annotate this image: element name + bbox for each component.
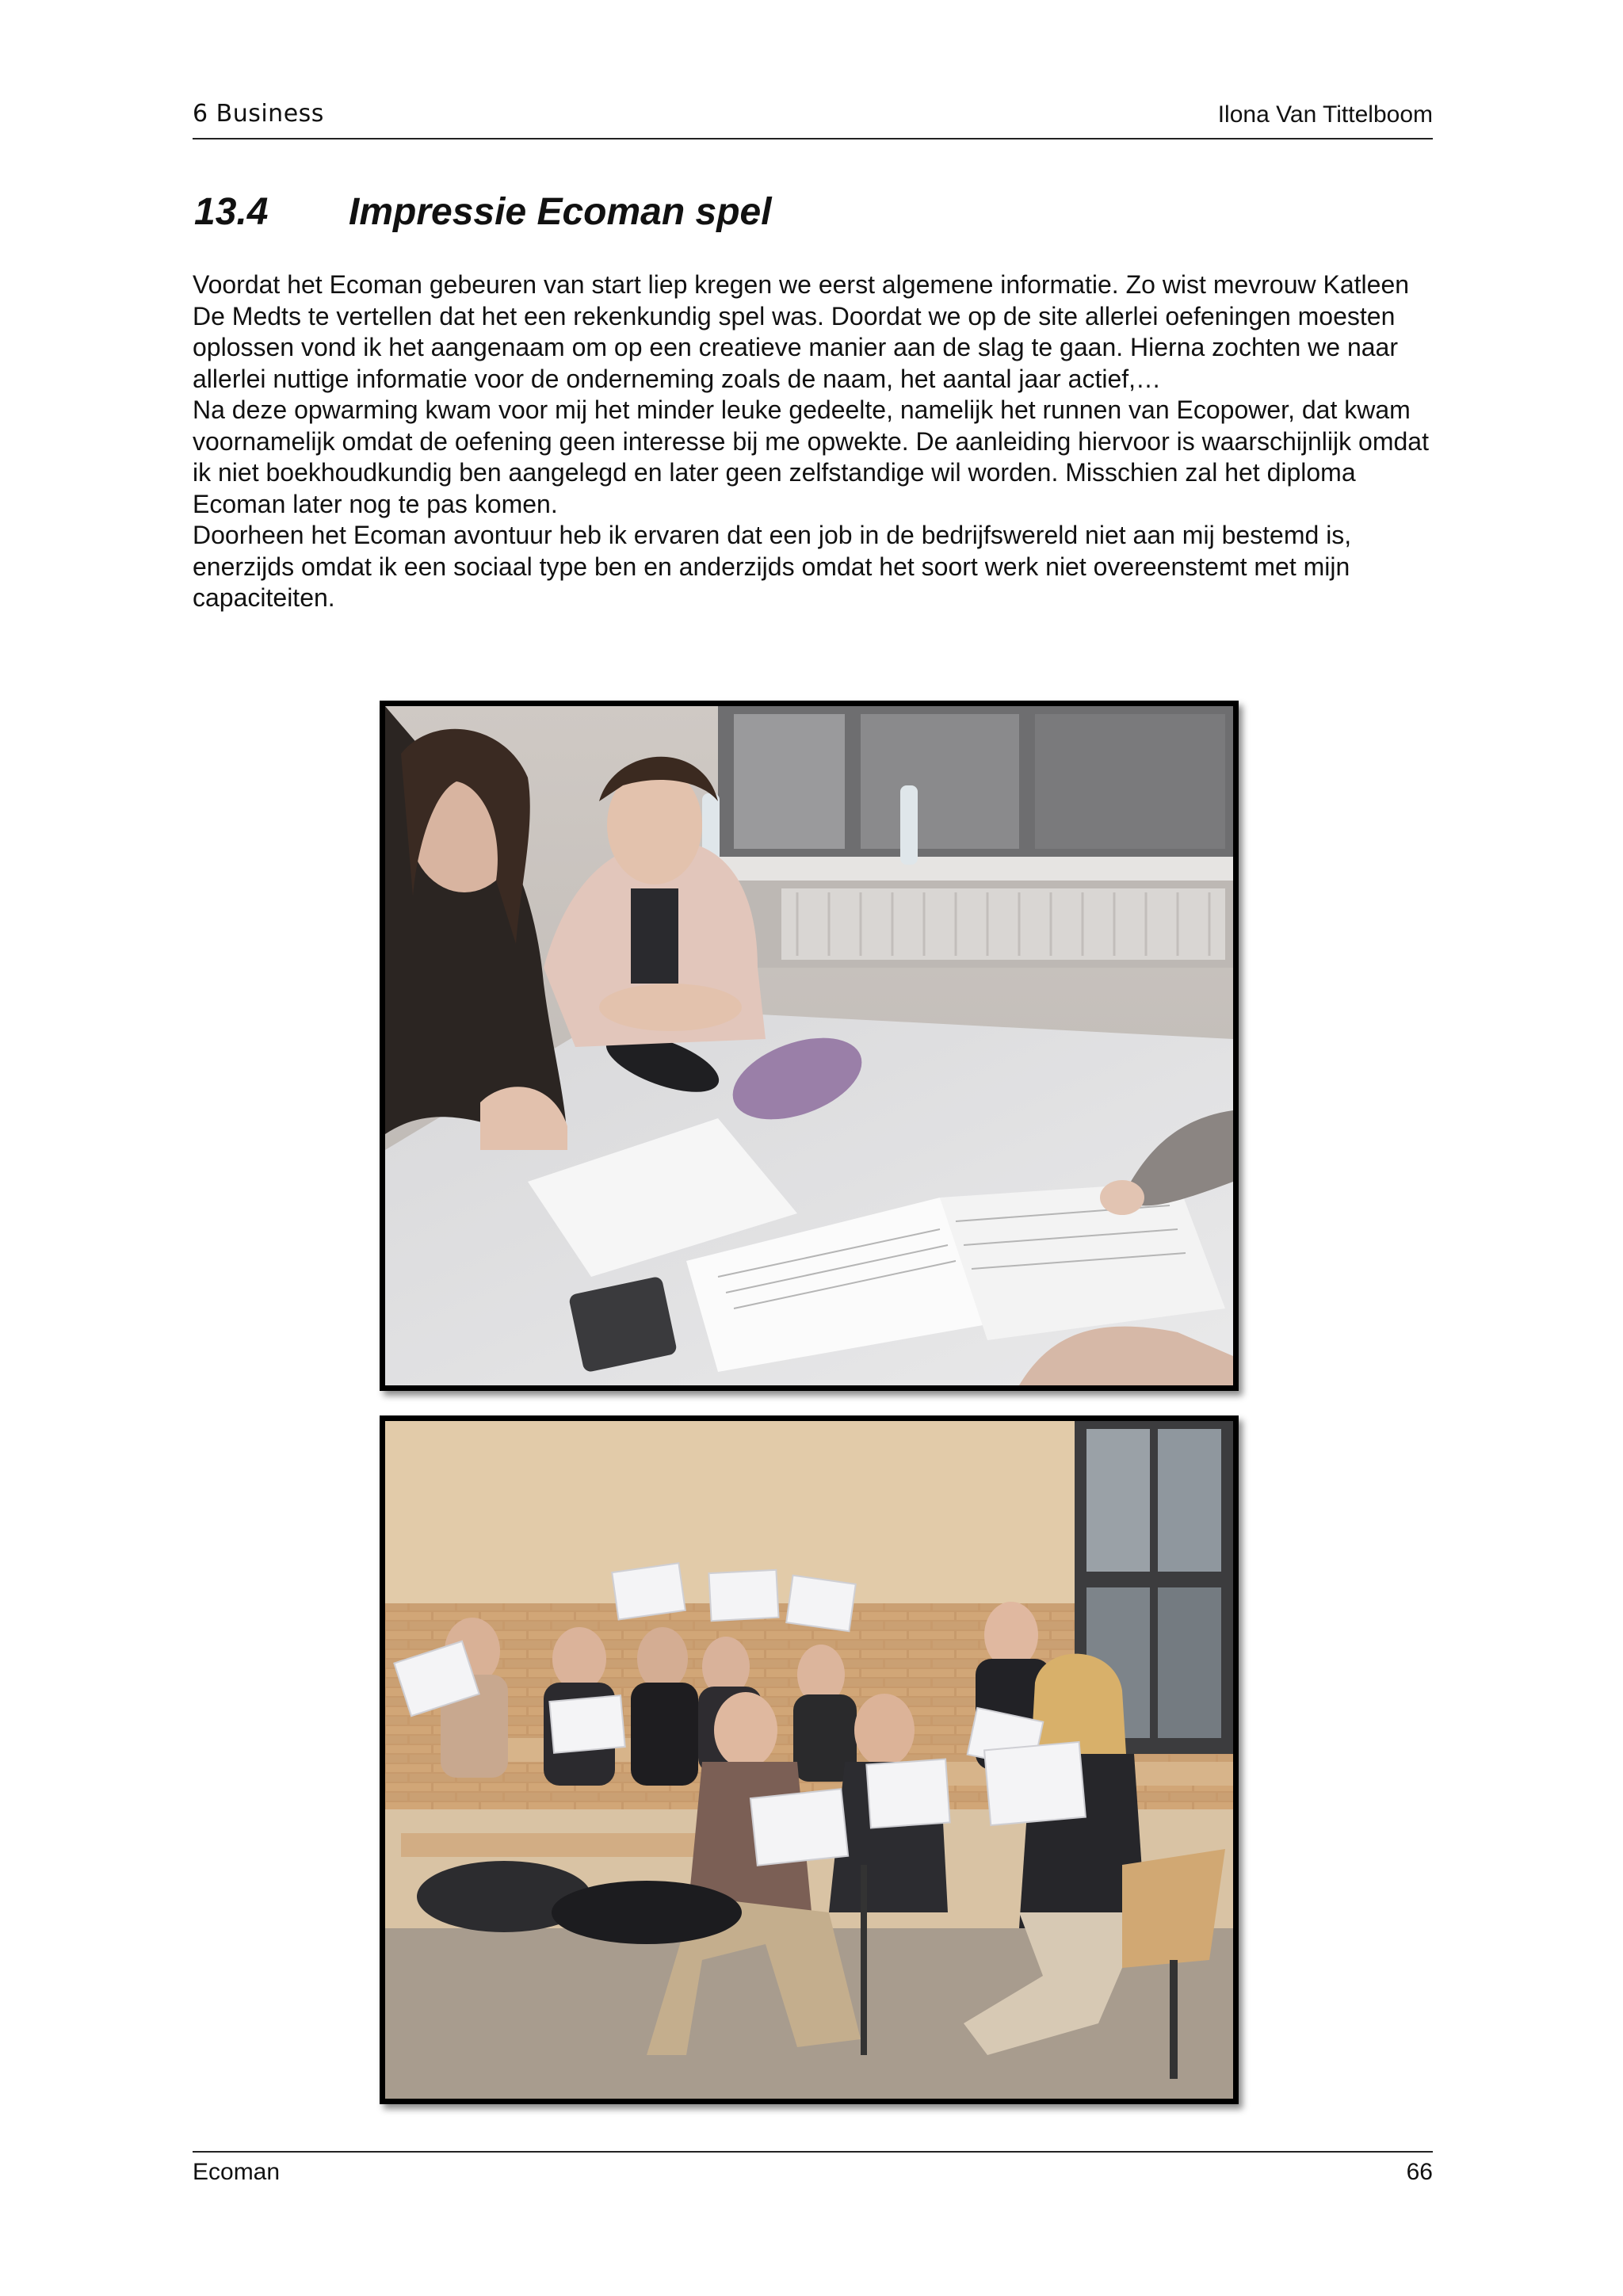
section-title: Impressie Ecoman spel [349,191,772,233]
page-header [193,98,1433,139]
paragraph: Na deze opwarming kwam voor mij het minder leuke gedeelte, namelijk het runnen van Ecopower, dat kwam voornamelijk omdat de oefening geen interesse bij me opwekte. De aanleiding hiervoor is waarschijnlijk omdat ik niet boekhoudkundig ben aangelegd en later geen zelfstandige wil worden. Misschien zal het diploma Ecoman later nog te pas komen. [193,395,1429,518]
section-number: 13.4 [194,191,269,233]
photo-group-diplomas-image [385,1421,1233,2099]
section-heading [194,190,772,234]
paragraph: Doorheen het Ecoman avontuur heb ik ervaren dat een job in de bedrijfswereld niet aan mij bestemd is, enerzijds omdat ik een sociaal type ben en anderzijds omdat het soort werk niet overeenstemt met mijn capaciteiten. [193,521,1352,612]
footer-title: Ecoman [193,2159,281,2185]
body-text [193,269,1437,614]
page-footer [193,2151,1433,2200]
photo-students-working [380,701,1239,1391]
photo-students-working-image [385,706,1233,1385]
header-chapter: 6 Business [193,100,324,128]
photo-group-diplomas [380,1415,1239,2104]
header-author: Ilona Van Tittelboom [1217,101,1433,128]
paragraph: Voordat het Ecoman gebeuren van start liep kregen we eerst algemene informatie. Zo wist mevrouw Katleen De Medts te vertellen dat het een rekenkundig spel was. Doordat we op de site allerlei oefeningen moesten oplossen vond ik het aangenaam om op een creatieve manier aan de slag te gaan. Hierna zochten we naar allerlei nuttige informatie voor de onderneming zoals de naam, het aantal jaar actief,… [193,270,1410,393]
page-number: 66 [1406,2159,1433,2185]
